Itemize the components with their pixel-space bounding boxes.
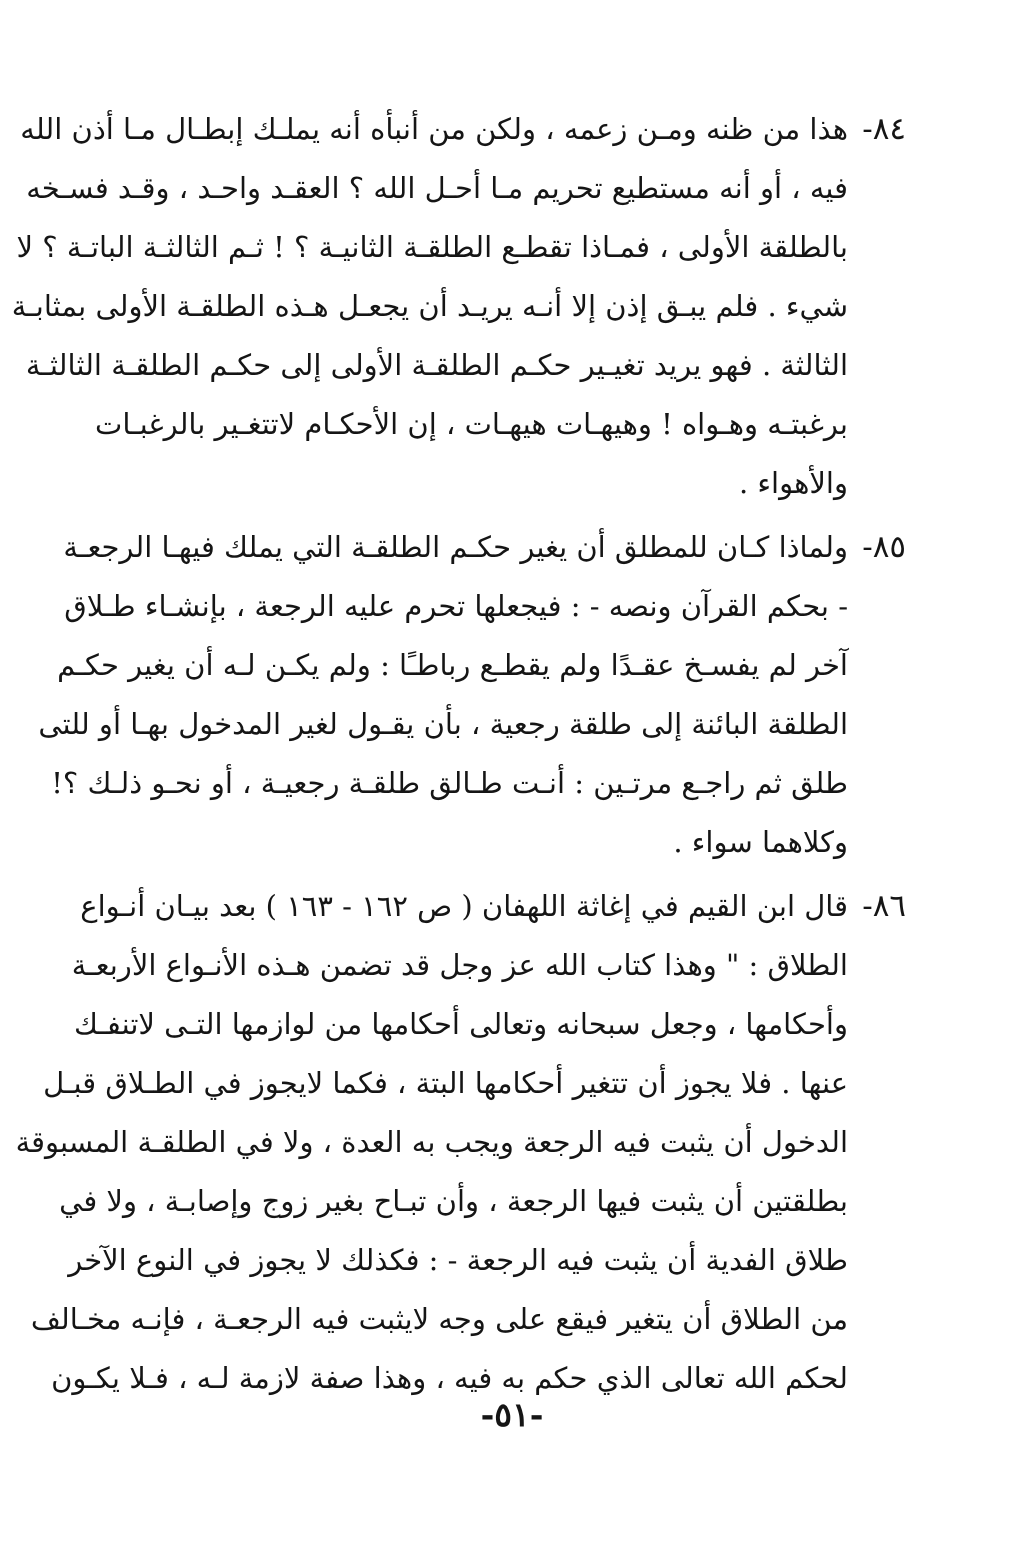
text-line: - بحكم القرآن ونصه - : فيجعلها تحرم عليه الرجعة ، بإنشـاء طـلاق bbox=[64, 589, 848, 623]
text-line: لحكم الله تعالى الذي حكم به فيه ، وهذا صفة لازمة لـه ، فـلا يكـون bbox=[51, 1361, 848, 1395]
note-85 bbox=[38, 518, 906, 872]
text-line: فيه ، أو أنه مستطيع تحريم مـا أحـل الله ؟ العقـد واحـد ، وقـد فسـخه bbox=[26, 171, 848, 205]
text-line: قال ابن القيم في إغاثة اللهفان ( ص ١٦٢ - ١٦٣ ) بعد بيـان أنـواع bbox=[80, 889, 848, 923]
text-line: الطلاق : " وهذا كتاب الله عز وجل قد تضمن هـذه الأنـواع الأربعـة bbox=[71, 948, 848, 982]
text-line: ولماذا كـان للمطلق أن يغير حكـم الطلقـة التي يملك فيهـا الرجعـة bbox=[63, 530, 848, 564]
note-number: ٨٤- bbox=[862, 111, 906, 147]
text-line: طلاق الفدية أن يثبت فيه الرجعة - : فكذلك لا يجوز في النوع الآخر bbox=[68, 1243, 848, 1277]
text-line: بالطلقة الأولى ، فمـاذا تقطـع الطلقـة الثانيـة ؟ ! ثـم الثالثـة الباتـة ؟ لا bbox=[16, 230, 848, 264]
text-line: هذا من ظنه ومـن زعمه ، ولكن من أنبأه أنه يملـك إبطـال مـا أذن الله bbox=[20, 112, 848, 146]
note-86 bbox=[15, 877, 906, 1408]
text-line: عنها . فلا يجوز أن تتغير أحكامها البتة ، فكما لايجوز في الطـلاق قبـل bbox=[43, 1066, 848, 1100]
text-line: شيء . فلم يبـق إذن إلا أنـه يريـد أن يجعـل هـذه الطلقـة الأولى بمثابـة bbox=[11, 289, 848, 323]
text-line: وكلاهما سواء . bbox=[673, 825, 848, 859]
text-line: الثالثة . فهو يريد تغيـير حكـم الطلقـة الأولى إلى حكـم الطلقـة الثالثـة bbox=[25, 348, 848, 382]
note-number: ٨٥- bbox=[862, 529, 906, 565]
note-84 bbox=[11, 100, 906, 513]
page-number: -٥١- bbox=[480, 1395, 544, 1434]
text-line: والأهواء . bbox=[738, 466, 848, 500]
text-line: طلق ثم راجـع مرتـين : أنـت طـالق طلقـة رجعيـة ، أو نحـو ذلـك ؟! bbox=[51, 766, 848, 800]
text-line: بطلقتين أن يثبت فيها الرجعة ، وأن تبـاح بغير زوج وإصابـة ، ولا في bbox=[59, 1184, 848, 1218]
text-line: وأحكامها ، وجعل سبحانه وتعالى أحكامها من لوازمها التـى لاتنفـك bbox=[74, 1007, 848, 1041]
text-line: آخر لم يفسـخ عقـدًا ولم يقطـع رباطـًا : ولم يكـن لـه أن يغير حكـم bbox=[57, 648, 848, 682]
text-line: الدخول أن يثبت فيه الرجعة ويجب به العدة ، ولا في الطلقـة المسبوقة bbox=[15, 1125, 848, 1159]
note-number: ٨٦- bbox=[862, 888, 906, 924]
notes-body bbox=[11, 100, 906, 1408]
text-line: من الطلاق أن يتغير فيقع على وجه لايثبت فيه الرجعـة ، فإنـه مخـالف bbox=[30, 1302, 848, 1336]
text-line: برغبتـه وهـواه ! وهيهـات هيهـات ، إن الأحكـام لاتتغـير بالرغبـات bbox=[95, 407, 848, 441]
text-line: الطلقة البائنة إلى طلقة رجعية ، بأن يقـول لغير المدخول بهـا أو للتى bbox=[38, 707, 848, 741]
